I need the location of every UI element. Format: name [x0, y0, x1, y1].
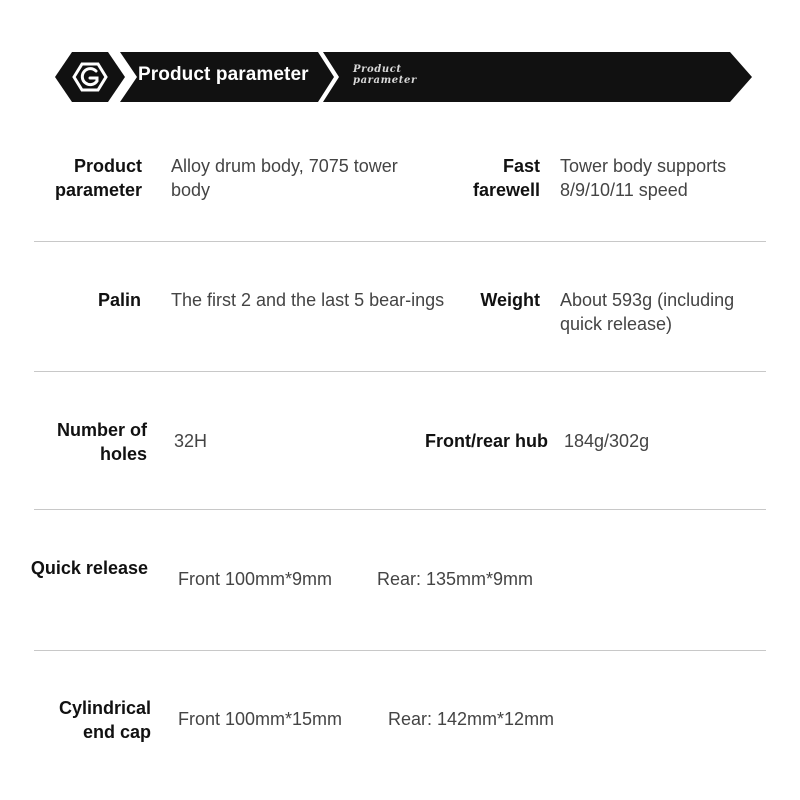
spec-value-end-cap-front: Front 100mm*15mm — [178, 709, 343, 729]
row-divider — [34, 650, 766, 651]
spec-value-product-parameter: Alloy drum body, 7075 tower body — [171, 156, 398, 200]
row-divider — [34, 509, 766, 510]
spec-value-palin: The first 2 and the last 5 bear-ings — [171, 290, 445, 310]
spec-value-number-of-holes: 32H — [174, 431, 208, 451]
spec-label-weight: Weight — [480, 290, 540, 310]
spec-label-quick-release: Quick release — [30, 558, 148, 578]
row-divider — [34, 371, 766, 372]
spec-label-cylindrical-end-cap: Cylindrical end cap — [58, 698, 151, 742]
spec-value-fast-farewell: Tower body supports 8/9/10/11 speed — [560, 156, 727, 200]
spec-label-palin: Palin — [97, 290, 141, 310]
header-banner — [0, 0, 800, 120]
spec-value-weight: About 593g (including quick release) — [560, 290, 735, 334]
spec-value-quick-release-front: Front 100mm*9mm — [178, 569, 333, 589]
spec-value-end-cap-rear: Rear: 142mm*12mm — [388, 709, 555, 729]
banner-background — [0, 0, 800, 120]
spec-label-front-rear-hub: Front/rear hub — [424, 431, 548, 451]
spec-label-product-parameter: Product parameter — [54, 156, 142, 200]
banner-subtitle: Product parameter — [353, 64, 417, 86]
banner-title: Product parameter — [138, 64, 309, 85]
spec-value-quick-release-rear: Rear: 135mm*9mm — [377, 569, 534, 589]
spec-label-fast-farewell: Fast farewell — [472, 156, 540, 200]
spec-label-number-of-holes: Number of holes — [57, 420, 147, 464]
row-divider — [34, 241, 766, 242]
spec-value-front-rear-hub: 184g/302g — [564, 431, 650, 451]
